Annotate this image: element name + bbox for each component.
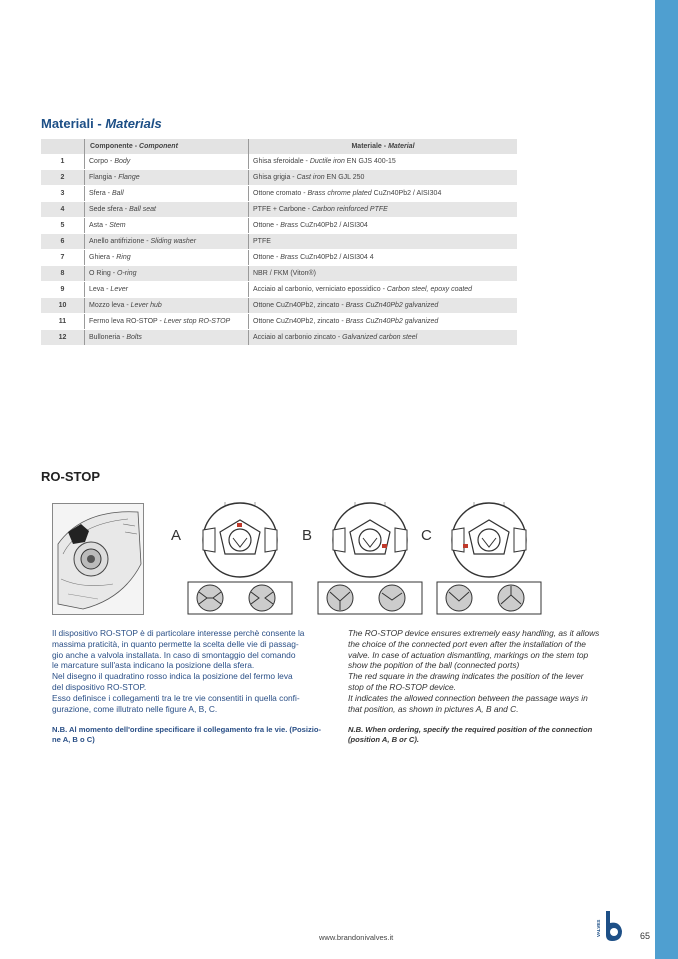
- rostop-device-photo: [52, 503, 144, 615]
- material-cell: Ottone - Brass CuZn40Pb2 / AISI304: [249, 218, 518, 234]
- component-cell: Sfera - Ball: [85, 186, 249, 202]
- table-row: [41, 330, 517, 346]
- lever-stop-marker: [237, 523, 242, 527]
- component-cell: Corpo - Body: [85, 154, 249, 170]
- lever-stop-marker: [382, 544, 387, 548]
- component-cell: Leva - Lever: [85, 282, 249, 298]
- table-row: [41, 186, 517, 202]
- component-cell: Flangia - Flange: [85, 170, 249, 186]
- table-row: [41, 202, 517, 218]
- material-cell: Ghisa grigia - Cast iron EN GJL 250: [249, 170, 518, 186]
- table-row: [41, 218, 517, 234]
- figure-b-diagram: [315, 500, 425, 616]
- row-index: 5: [41, 218, 85, 234]
- row-index: 8: [41, 266, 85, 282]
- row-index: 4: [41, 202, 85, 218]
- header-component: Componente - Component: [85, 139, 249, 154]
- material-cell: PTFE + Carbone - Carbon reinforced PTFE: [249, 202, 518, 218]
- component-cell: Bulloneria - Bolts: [85, 330, 249, 346]
- component-cell: Ghiera - Ring: [85, 250, 249, 266]
- material-cell: Ottone cromato - Brass chrome plated CuZn40Pb2 / AISI304: [249, 186, 518, 202]
- material-cell: Ottone - Brass CuZn40Pb2 / AISI304 4: [249, 250, 518, 266]
- rostop-title: RO-STOP: [41, 469, 100, 484]
- row-index: 6: [41, 234, 85, 250]
- row-index: 2: [41, 170, 85, 186]
- table-row: [41, 266, 517, 282]
- row-index: 11: [41, 314, 85, 330]
- side-accent-bar: [655, 0, 678, 959]
- table-row: [41, 234, 517, 250]
- component-cell: Asta - Stem: [85, 218, 249, 234]
- material-cell: Ghisa sferoidale - Ductile iron EN GJS 400-15: [249, 154, 518, 170]
- header-index: [41, 139, 85, 154]
- row-index: 12: [41, 330, 85, 346]
- material-cell: Acciaio al carbonio zincato - Galvanized carbon steel: [249, 330, 518, 346]
- material-cell: NBR / FKM (Viton®): [249, 266, 518, 282]
- materials-title: Materiali - Materials: [41, 116, 162, 131]
- order-note-en: N.B. When ordering, specify the required position of the connection (position A, B or C).: [348, 725, 593, 744]
- figure-label-a: A: [171, 527, 182, 544]
- component-cell: Fermo leva RO-STOP - Lever stop RO-STOP: [85, 314, 249, 330]
- row-index: 10: [41, 298, 85, 314]
- table-row: [41, 250, 517, 266]
- row-index: 7: [41, 250, 85, 266]
- table-row: [41, 314, 517, 330]
- header-material: Materiale - Material: [249, 139, 518, 154]
- component-cell: Anello antifrizione - Sliding washer: [85, 234, 249, 250]
- footer-website: www.brandonivalves.it: [319, 933, 394, 942]
- component-cell: O Ring - O-ring: [85, 266, 249, 282]
- component-cell: Mozzo leva - Lever hub: [85, 298, 249, 314]
- row-index: 1: [41, 154, 85, 170]
- figure-a-diagram: [185, 500, 295, 616]
- material-cell: Ottone CuZn40Pb2, zincato - Brass CuZn40Pb2 galvanized: [249, 314, 518, 330]
- material-cell: Acciaio al carbonio, verniciato epossidico - Carbon steel, epoxy coated: [249, 282, 518, 298]
- row-index: 9: [41, 282, 85, 298]
- table-header-row: [41, 139, 517, 154]
- table-row: [41, 154, 517, 170]
- rostop-description-en: The RO-STOP device ensures extremely easy handling, as it allows the choice of the connected port even after the installation of the valve. In case of actuation dismantling, markings on the stem top show the popition of the ball (connected ports) The red square in the drawing indicates the position of the lever stop of the RO-STOP device. It indicates the allowed connection between the passage ways in that position, as shown in pictures A, B and C.: [348, 628, 600, 714]
- material-cell: PTFE: [249, 234, 518, 250]
- figure-c-diagram: [434, 500, 544, 616]
- svg-text:VALVES: VALVES: [596, 919, 601, 937]
- brandoni-logo: [596, 909, 626, 943]
- figure-label-b: B: [302, 527, 313, 544]
- table-row: [41, 298, 517, 314]
- page-number: 65: [640, 931, 651, 941]
- material-cell: Ottone CuZn40Pb2, zincato - Brass CuZn40Pb2 galvanized: [249, 298, 518, 314]
- row-index: 3: [41, 186, 85, 202]
- table-row: [41, 282, 517, 298]
- materials-table: [41, 139, 517, 346]
- rostop-description-it: Il dispositivo RO-STOP è di particolare interesse perchè consente la massima praticità, in quanto permette la scelta delle vie di passag- gio anche a valvola installata. In caso di smontaggio del comando le marcature sull'asta indicano la posizione della sfera. Nel disegno il quadratino rosso indica la posizione del fermo leva del dispositivo RO-STOP. Esso definisce i collegamenti tra le tre vie consentiti in quella confi- gurazione, come illutrato nelle figure A, B, C.: [52, 628, 305, 714]
- materials-table-body: [41, 154, 517, 346]
- lever-stop-marker: [463, 544, 468, 548]
- order-note-it: N.B. Al momento dell'ordine specificare il collegamento fra le vie. (Posizio- ne A, B o C): [52, 725, 322, 744]
- component-cell: Sede sfera - Ball seat: [85, 202, 249, 218]
- table-row: [41, 170, 517, 186]
- figure-label-c: C: [421, 527, 432, 544]
